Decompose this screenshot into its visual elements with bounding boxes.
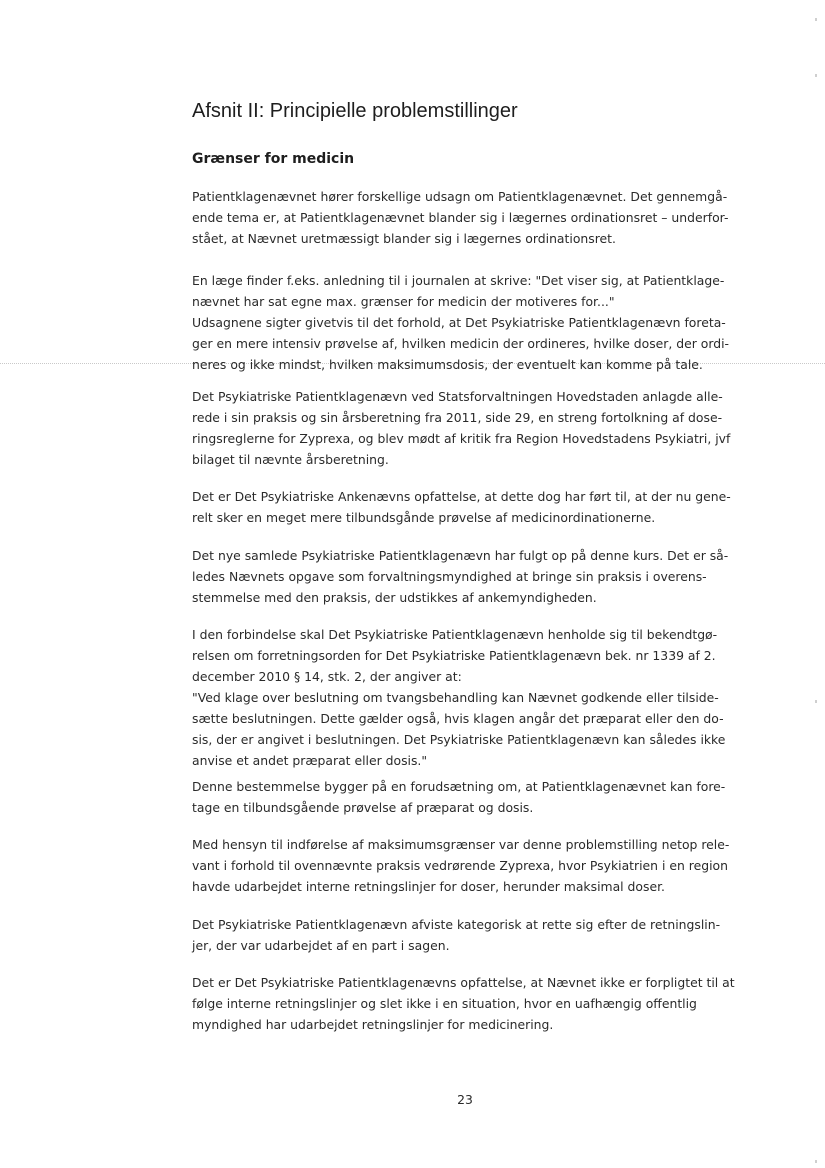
paragraph-line: ger en mere intensiv prøvelse af, hvilken medicin der ordineres, hvilke doser, der ordi-: [192, 336, 730, 351]
paragraph-line: stemmelse med den praksis, der udstikkes af ankemyndigheden.: [192, 590, 597, 605]
paragraph-line: Det nye samlede Psykiatriske Patientklagenævn har fulgt op på denne kurs. Det er så-: [192, 548, 729, 563]
paragraph-line: nævnet har sat egne max. grænser for medicin der motiveres for...": [192, 294, 615, 309]
paragraph-line: ledes Nævnets opgave som forvaltningsmyndighed at bringe sin praksis i overens-: [192, 569, 707, 584]
paragraph: [192, 776, 752, 818]
paragraph-line: tage en tilbundsgående prøvelse af præparat og dosis.: [192, 800, 534, 815]
paragraph: [192, 972, 752, 1035]
paragraph-line: Med hensyn til indførelse af maksimumsgrænser var denne problemstilling netop rele-: [192, 837, 730, 852]
paragraph-line: relt sker en meget mere tilbundsgånde prøvelse af medicinordinationerne.: [192, 510, 656, 525]
paragraph-line: jer, der var udarbejdet af en part i sagen.: [192, 938, 450, 953]
paragraph-line: december 2010 § 14, stk. 2, der angiver at:: [192, 669, 462, 684]
paragraph-line: ringsreglerne for Zyprexa, og blev mødt af kritik fra Region Hovedstadens Psykiatri, jvf: [192, 431, 731, 446]
paragraph-line: bilaget til nævnte årsberetning.: [192, 452, 389, 467]
paragraph-line: stået, at Nævnet uretmæssigt blander sig i lægernes ordinationsret.: [192, 231, 616, 246]
page-number: 23: [457, 1092, 473, 1107]
scan-margin-mark: [815, 74, 817, 77]
paragraph-line: følge interne retningslinjer og slet ikke i en situation, hvor en uafhængig offentlig: [192, 996, 697, 1011]
paragraph: [192, 914, 752, 956]
paragraph: [192, 834, 752, 897]
paragraph-line: rede i sin praksis og sin årsberetning fra 2011, side 29, en streng fortolkning af dose-: [192, 410, 723, 425]
paragraph-line: Udsagnene sigter givetvis til det forhold, at Det Psykiatriske Patientklagenævn foreta-: [192, 315, 726, 330]
paragraph-line: Denne bestemmelse bygger på en forudsætning om, at Patientklagenævnet kan fore-: [192, 779, 726, 794]
paragraph-line: En læge finder f.eks. anledning til i journalen at skrive: "Det viser sig, at Patientklage-: [192, 273, 725, 288]
paragraph-line: "Ved klage over beslutning om tvangsbehandling kan Nævnet godkende eller tilside-: [192, 690, 719, 705]
paragraph-line: anvise et andet præparat eller dosis.": [192, 753, 428, 768]
paragraph-line: Det er Det Psykiatriske Patientklagenævns opfattelse, at Nævnet ikke er forpligtet til at: [192, 975, 735, 990]
paragraph-line: ende tema er, at Patientklagenævnet blander sig i lægernes ordinationsret – underfor-: [192, 210, 729, 225]
paragraph-line: Det er Det Psykiatriske Ankenævns opfattelse, at dette dog har ført til, at der nu gene-: [192, 489, 731, 504]
scan-margin-mark: [815, 1160, 817, 1163]
paragraph-line: Patientklagenævnet hører forskellige udsagn om Patientklagenævnet. Det gennemgå-: [192, 189, 728, 204]
paragraph-line: sætte beslutningen. Dette gælder også, hvis klagen angår det præparat eller den do-: [192, 711, 724, 726]
paragraph: [192, 186, 752, 249]
subsection-title: Grænser for medicin: [192, 151, 355, 167]
paragraph-line: sis, der er angivet i beslutningen. Det Psykiatriske Patientklagenævn kan således ikke: [192, 732, 726, 747]
paragraph: [192, 386, 752, 470]
paragraph: [192, 545, 752, 608]
paragraph-line: vant i forhold til ovennævnte praksis vedrørende Zyprexa, hvor Psykiatrien i en region: [192, 858, 728, 873]
scan-margin-mark: [815, 18, 817, 21]
paragraph-line: neres og ikke mindst, hvilken maksimumsdosis, der eventuelt kan komme på tale.: [192, 357, 703, 372]
paragraph: [192, 270, 752, 375]
scan-margin-mark: [815, 700, 817, 703]
paragraph-line: relsen om forretningsorden for Det Psykiatriske Patientklagenævn bek. nr 1339 af 2.: [192, 648, 716, 663]
paragraph-line: myndighed har udarbejdet retningslinjer for medicinering.: [192, 1017, 554, 1032]
paragraph-line: Det Psykiatriske Patientklagenævn afviste kategorisk at rette sig efter de retningslin-: [192, 917, 721, 932]
paragraph-line: havde udarbejdet interne retningslinjer for doser, herunder maksimal doser.: [192, 879, 665, 894]
paragraph: [192, 486, 752, 528]
paragraph: [192, 624, 752, 771]
paragraph-line: I den forbindelse skal Det Psykiatriske Patientklagenævn henholde sig til bekendtgø-: [192, 627, 718, 642]
section-title: Afsnit II: Principielle problemstillinger: [192, 100, 518, 122]
paragraph-line: Det Psykiatriske Patientklagenævn ved Statsforvaltningen Hovedstaden anlagde alle-: [192, 389, 723, 404]
